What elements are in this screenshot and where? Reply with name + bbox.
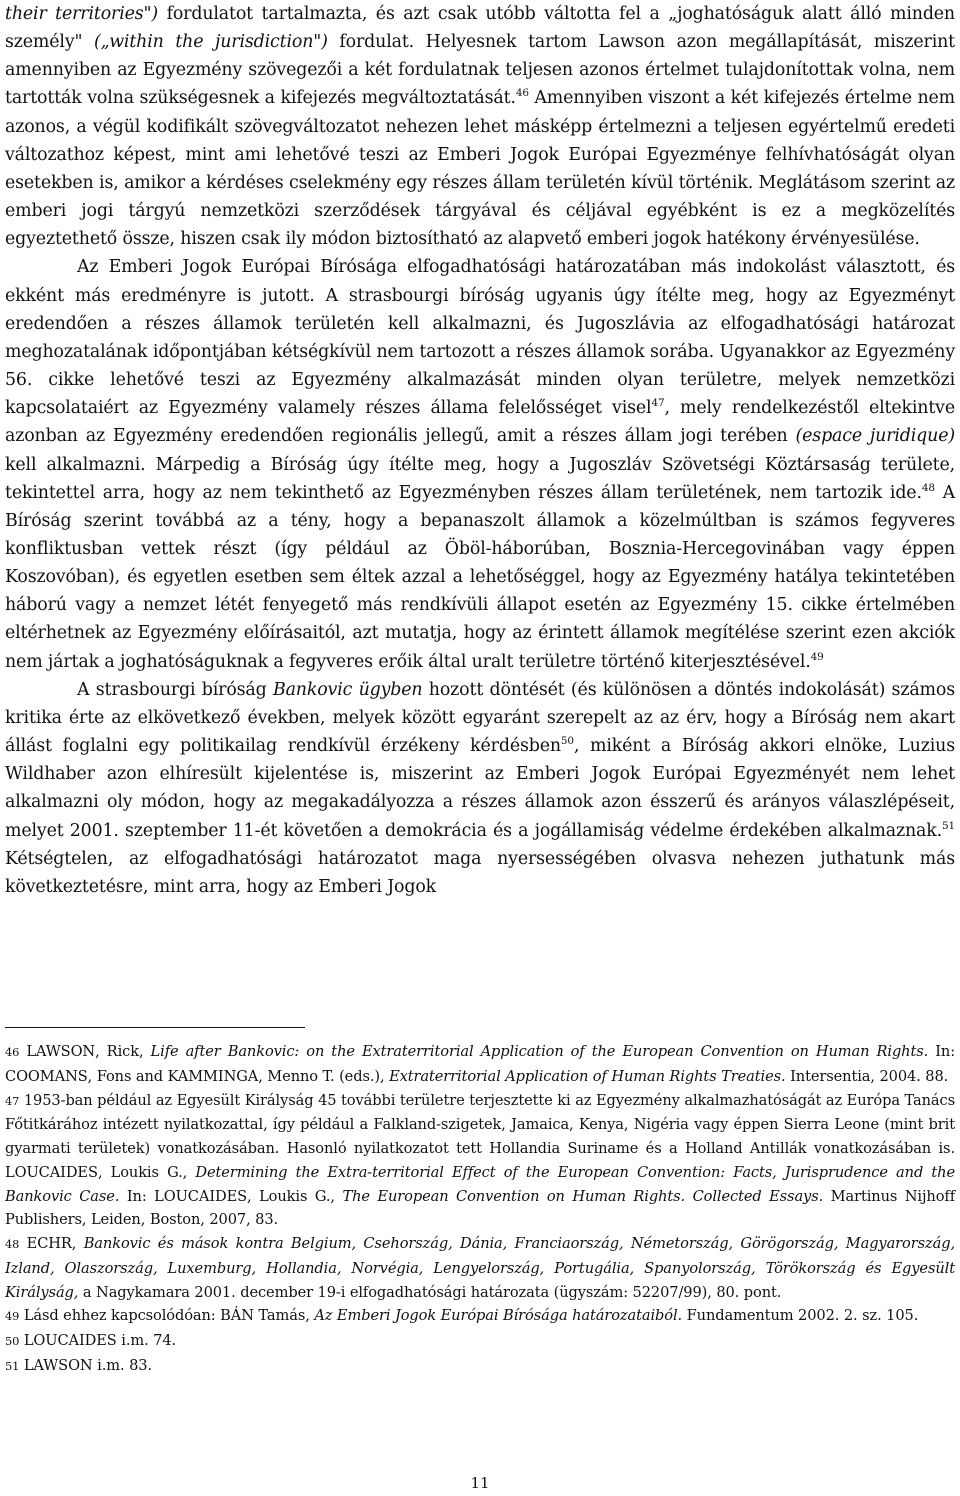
text-span: i.m. 74.	[116, 1332, 177, 1349]
author-name: LOUCAIDES	[23, 1332, 117, 1349]
text-span: ECHR,	[19, 1235, 84, 1252]
text-span: Determining the Extra-territorial Effect of the European Convention: Facts, Jurisprudence and the Bankovic Case.	[5, 1163, 955, 1205]
footnote-46	[5, 1040, 955, 1089]
footnote-48	[5, 1232, 955, 1304]
footnote-ref-49[interactable]: 49	[810, 650, 824, 663]
text-span: (espace juridique)	[795, 426, 955, 447]
author-name: LOUCAIDES	[5, 1163, 98, 1181]
paragraph-2	[5, 253, 955, 675]
text-span: Bankovic és mások kontra Belgium, Csehország, Dánia, Franciaország, Németország, Görögország, Magyarország, Izland, Olaszország, Luxemburg, Hollandia, Norvégia, Lengyelország, Portugália, Spanyolország, Törökország és Egyesült Királyság,	[5, 1235, 955, 1301]
author-name: LOUCAIDES	[154, 1187, 248, 1205]
footnote-number: 46	[5, 1045, 20, 1059]
text-span: The European Convention on Human Rights. Collected Essays.	[342, 1187, 824, 1205]
text-span: 1953-ban például az Egyesült Királyság 45 további területre terjesztette ki az Egyezmény alkalmazhatóságát az Európa Tanács Főtitkárához intézett nyilatkozattal, így például a Falkland-szigetek, Jamaica, Kenya, Nigéria vagy éppen Sierra Leone (mint brit gyarmati területek) vonatkozásában. Hasonló nyilatkozatot tett Hollandia Suriname és a Holland Antillák vonatkozásában is.	[5, 1091, 955, 1157]
text-span: , Fons and	[87, 1067, 168, 1085]
text-span: Lásd ehhez kapcsolódóan:	[19, 1307, 221, 1325]
text-span: , Loukis G.,	[97, 1163, 196, 1181]
text-span: Tamás,	[253, 1307, 315, 1325]
author-name: BÁN	[220, 1307, 254, 1325]
text-span: Az Emberi Jogok Európai Bírósága elfogadhatósági határozatában más indokolást választott, és ekként más eredményre is jutott. A strasbourgi bíróság ugyanis úgy ítélte meg, hogy az Egyezményt eredendően a részes államok területén kell alkalmazni, és Jugoszlávia az elfogadhatósági határozat meghozatalának időpontjában kétségkívül nem tartozott a részes államok sorába. Ugyanakkor az Egyezmény 56. cikke lehetővé teszi az Egyezmény alkalmazását minden olyan területre, melyek nemzetközi kapcsolataiért az Egyezmény valamely részes állama felelősséget visel	[5, 257, 955, 419]
author-name: LAWSON	[23, 1356, 93, 1374]
paragraph-3	[5, 676, 955, 901]
text-span: Bankovic ügyben	[272, 679, 423, 700]
text-span: Az Emberi Jogok Európai Bírósága határozataiból.	[314, 1307, 683, 1325]
author-name: KAMMINGA	[167, 1067, 259, 1085]
text-span: A Bíróság szerint továbbá az a tény, hogy a bepanaszolt államok a közelmúltban is számos fegyveres konfliktusban vettek részt (így például az Öböl-háborúban, Bosznia-Hercegovinában vagy éppen Koszovóban), és egyetlen esetben sem éltek azzal a lehetőséggel, hogy az Egyezmény hatálya tekintetében háború vagy a nemzet létét fenyegető más rendkívüli állapot esetén az Egyezmény 15. cikke értelmében eltérhetnek az Egyezmény előírásaitól, azt mutatja, hogy az érintett államok megítélése szerint ezen akciók nem jártak a joghatóságuknak a fegyveres erőik által uralt területre történő kiterjesztésével.	[5, 482, 955, 672]
footnote-50	[5, 1329, 955, 1354]
footnote-49	[5, 1304, 955, 1329]
footnote-ref-50[interactable]: 50	[560, 735, 574, 748]
footnote-number: 49	[5, 1309, 20, 1324]
text-span: , Loukis G.,	[247, 1187, 343, 1205]
text-span: Kétségtelen, az elfogadhatósági határozatot maga nyersességében olvasva nehezen juthatunk más következtetésre, mint arra, hogy az Emberi Jogok	[5, 848, 955, 897]
text-span: Life after Bankovic: on the Extraterritorial Application of the European Convention on Human Rights.	[150, 1043, 929, 1060]
footnote-number: 47	[5, 1093, 20, 1108]
text-span: fordulatot tartalmazta, és azt csak utóbb váltotta fel a „joghatóságuk alatt álló minden személy"	[5, 4, 955, 53]
author-name: COOMANS	[5, 1067, 88, 1085]
text-span: In:	[119, 1187, 155, 1205]
text-span: In:	[928, 1043, 956, 1060]
text-span: Fundamentum 2002. 2. sz. 105.	[682, 1307, 919, 1325]
text-span: kell alkalmazni. Márpedig a Bíróság úgy ítélte meg, hogy a Jugoszláv Szövetségi Köztársaság területe, tekintettel arra, hogy az nem tekinthető az Egyezményben részes állam területének, nem tartozik ide.	[5, 454, 955, 503]
author-name: LAWSON	[26, 1043, 96, 1060]
footnotes	[5, 1040, 955, 1379]
text-span: („within the jurisdiction")	[94, 32, 328, 53]
footnote-51	[5, 1354, 955, 1379]
footnote-47	[5, 1089, 955, 1233]
text-span: , Rick,	[95, 1043, 151, 1060]
footnote-separator	[5, 1027, 305, 1028]
footnote-number: 48	[5, 1237, 20, 1251]
text-span: hozott döntését (és különösen a döntés indokolását) számos kritika érte az elkövetkező években, melyek között egyaránt szerepelt az az érv, hogy a Bíróság nem akart állást foglalni egy politikailag rendkívül érzékeny kérdésben	[5, 679, 955, 757]
footnote-ref-48[interactable]: 48	[921, 481, 935, 494]
document-page	[5, 0, 955, 901]
footnote-ref-47[interactable]: 47	[651, 397, 665, 410]
text-span: a Nagykamara 2001. december 19-i elfogadhatósági határozata (ügyszám: 52207/99), 80. pont.	[78, 1283, 782, 1301]
text-span: Martinus Nijhoff Publishers, Leiden, Boston, 2007, 83.	[5, 1187, 956, 1229]
footnote-ref-51[interactable]: 51	[942, 819, 955, 832]
text-span: their territories")	[5, 4, 159, 24]
text-span: , mely rendelkezéstől eltekintve azonban az Egyezmény eredendően regionális jellegű, amit a részes állam jogi terében	[5, 398, 955, 447]
text-span: Extraterritorial Application of Human Rights Treaties.	[389, 1067, 786, 1085]
footnote-number: 51	[5, 1358, 20, 1373]
text-span: i.m. 83.	[92, 1356, 152, 1374]
text-span: , miként a Bíróság akkori elnöke, Luzius Wildhaber azon elhíresült kijelentése is, miszerint az Emberi Jogok Európai Egyezményét nem lehet alkalmazni oly módon, hogy az megakadályozza a részes államok azon ésszerű és arányos válaszlépéseit, melyet 2001. szeptember 11-ét követően a demokrácia és a jogállamiság védelme érdekében alkalmaznak.	[5, 736, 955, 841]
footnote-ref-46[interactable]: 46	[515, 87, 529, 100]
text-span: , Menno T. (eds.),	[258, 1067, 390, 1085]
body-text	[5, 0, 955, 901]
paragraph-1	[5, 0, 955, 253]
page-number: 11	[470, 1474, 490, 1492]
text-span: A strasbourgi bíróság	[77, 679, 273, 700]
text-span: fordulat. Helyesnek tartom Lawson azon megállapítását, miszerint amennyiben az Egyezmény szövegezői a két fordulatnak teljesen azonos értelmet tulajdonítottak volna, nem tartották volna szükségesnek a kifejezés megváltoztatását.	[5, 32, 955, 109]
text-span: Amennyiben viszont a két kifejezés értelme nem azonos, a végül kodifikált szövegváltozatot nehezen lehet másképp értelmezni a teljesen egyértelmű eredeti változathoz képest, mint ami lehetővé teszi az Emberi Jogok Európai Egyezménye felhívhatóságát olyan esetekben is, amikor a kérdéses cselekmény egy részes állam területén kívül történik. Meglátásom szerint az emberi jogi tárgyú nemzetközi szerződések tárgyával és céljával egyébként is ez a megközelítés egyeztethető össze, hiszen csak ily módon biztosítható az alapvető emberi jogok hatékony érvényesülése.	[5, 88, 955, 250]
text-span: Intersentia, 2004. 88.	[785, 1067, 949, 1085]
footnote-number: 50	[5, 1334, 20, 1348]
